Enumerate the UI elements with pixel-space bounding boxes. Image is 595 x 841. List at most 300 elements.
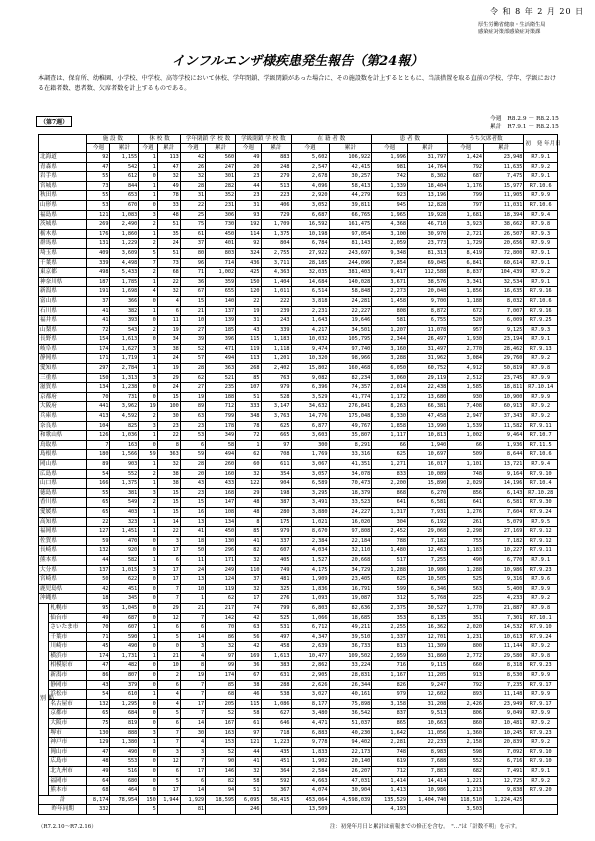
- region-name: 神奈川県: [39, 277, 87, 287]
- table-row: [39, 344, 558, 354]
- value-cell: 981: [372, 162, 408, 172]
- value-cell: 49: [87, 767, 110, 777]
- value-cell: 7,255: [407, 555, 447, 565]
- footer-note: 注：初発年月日と累計は前報までの修正を含む。 "…"は「計数不明」を示す。: [330, 824, 521, 830]
- value-cell: 1,719: [110, 354, 139, 364]
- value-cell: 3,480: [291, 709, 329, 719]
- value-cell: 1,930: [448, 335, 484, 345]
- value-cell: 51: [236, 392, 261, 402]
- value-cell: 2,784: [110, 364, 139, 374]
- value-cell: 22,233: [407, 738, 447, 748]
- value-cell: 24: [180, 565, 205, 575]
- value-cell: 364: [261, 767, 291, 777]
- value-cell: 12,828: [407, 200, 447, 210]
- value-cell: 552: [448, 757, 484, 767]
- value-cell: 280: [261, 507, 291, 517]
- value-cell: 7,688: [407, 757, 447, 767]
- value-cell: 1: [139, 507, 157, 517]
- value-cell: 28: [180, 181, 205, 191]
- table-row: [39, 392, 558, 402]
- value-cell: 4,912: [448, 364, 484, 374]
- value-cell: 51: [236, 786, 261, 796]
- value-cell: 3: [139, 373, 157, 383]
- value-cell: 110: [236, 565, 261, 575]
- value-cell: 1,627: [110, 344, 139, 354]
- value-cell: 7,475: [484, 172, 524, 182]
- value-cell: 379: [110, 680, 139, 690]
- table-row: [39, 335, 558, 345]
- value-cell: 10,481: [484, 719, 524, 729]
- region-name: 秋田県: [39, 191, 87, 201]
- value-cell: 353: [372, 613, 408, 623]
- value-cell: 2,426: [448, 699, 484, 709]
- value-cell: 5,768: [407, 594, 447, 604]
- value-cell: 748: [448, 469, 484, 479]
- value-cell: 12,463: [407, 546, 447, 556]
- value-cell: 312: [372, 594, 408, 604]
- value-cell: 324: [236, 248, 261, 258]
- value-cell: 1,117: [372, 431, 408, 441]
- value-cell: 28,462: [484, 344, 524, 354]
- value-cell: 7,491: [484, 767, 524, 777]
- value-cell: 351: [448, 613, 484, 623]
- value-cell: 1,375: [110, 479, 139, 489]
- city-name: 大阪市: [49, 719, 87, 729]
- value-cell: 8,135: [407, 613, 447, 623]
- period-this-week: 今週 R8.2.9 － R8.2.15: [490, 116, 559, 122]
- value-cell: 18,595: [206, 795, 236, 805]
- value-cell: 108: [206, 507, 236, 517]
- value-cell: 332: [87, 805, 110, 815]
- value-cell: 4: [157, 296, 180, 306]
- value-cell: 82,234: [329, 373, 372, 383]
- value-cell: 32,035: [291, 268, 329, 278]
- region-name: 千葉県: [39, 258, 87, 268]
- value-cell: 804: [261, 239, 291, 249]
- value-cell: 60,752: [407, 364, 447, 374]
- table-row: [39, 632, 558, 642]
- value-cell: 18,685: [329, 613, 372, 623]
- region-name: 宮城県: [39, 181, 87, 191]
- value-cell: 687: [110, 613, 139, 623]
- value-cell: 41: [236, 536, 261, 546]
- value-cell: 8,837: [448, 268, 484, 278]
- value-cell: 50,819: [484, 364, 524, 374]
- value-cell: 4,368: [372, 220, 408, 230]
- header-facilities: 施 設 数: [87, 135, 139, 144]
- value-cell: 11,056: [407, 728, 447, 738]
- value-cell: 44: [87, 555, 110, 565]
- value-cell: 9,700: [407, 296, 447, 306]
- value-cell: 247: [206, 162, 236, 172]
- value-cell: 0: [139, 536, 157, 546]
- value-cell: 7: [180, 690, 205, 700]
- value-cell: 543: [110, 325, 139, 335]
- first-date-cell: R7.9.9: [524, 709, 558, 719]
- value-cell: 160: [206, 469, 236, 479]
- value-cell: 21,887: [484, 603, 524, 613]
- value-cell: 6,095: [236, 795, 261, 805]
- table-row: [39, 786, 558, 796]
- value-cell: 2: [139, 469, 157, 479]
- city-name: 神戸市: [49, 738, 87, 748]
- value-cell: 231: [206, 200, 236, 210]
- value-cell: 8,530: [484, 671, 524, 681]
- value-cell: 382: [110, 306, 139, 316]
- first-date-cell: R7.9.2: [524, 776, 558, 786]
- first-date-cell: R7.10.4: [524, 479, 558, 489]
- value-cell: 20: [180, 469, 205, 479]
- first-date-cell: R7.10.1: [524, 613, 558, 623]
- value-cell: 73: [157, 258, 180, 268]
- value-cell: 8,174: [87, 795, 110, 805]
- value-cell: 39: [180, 335, 205, 345]
- value-cell: 4,663: [291, 776, 329, 786]
- value-cell: 14,776: [291, 412, 329, 422]
- header-this-week: 今週: [87, 144, 110, 153]
- value-cell: 11: [180, 555, 205, 565]
- value-cell: 1,856: [448, 287, 484, 297]
- city-name: 京都市: [49, 709, 87, 719]
- value-cell: 813: [372, 642, 408, 652]
- value-cell: 15,890: [407, 479, 447, 489]
- value-cell: 49,211: [329, 623, 372, 633]
- value-cell: 63: [236, 623, 261, 633]
- table-row: [39, 277, 558, 287]
- value-cell: 712: [206, 402, 236, 412]
- value-cell: 22: [87, 517, 110, 527]
- value-cell: 687: [448, 172, 484, 182]
- value-cell: 393: [110, 316, 139, 326]
- value-cell: 26,207: [329, 767, 372, 777]
- table-row: [39, 421, 558, 431]
- value-cell: 490: [110, 747, 139, 757]
- value-cell: 93: [236, 210, 261, 220]
- value-cell: 49: [157, 181, 180, 191]
- city-name: 浜松市: [49, 690, 87, 700]
- value-cell: 130: [87, 728, 110, 738]
- value-cell: 1,404,740: [407, 795, 447, 805]
- value-cell: 99: [206, 661, 236, 671]
- value-cell: 28,185: [291, 258, 329, 268]
- first-date-cell: R7.10.7: [524, 431, 558, 441]
- region-name: 愛媛県: [39, 507, 87, 517]
- table-row: [39, 747, 558, 757]
- value-cell: 176: [87, 229, 110, 239]
- value-cell: 22,173: [329, 747, 372, 757]
- value-cell: 6,514: [291, 287, 329, 297]
- value-cell: 38,662: [484, 220, 524, 230]
- value-cell: 49: [236, 153, 261, 163]
- value-cell: 3: [139, 728, 157, 738]
- value-cell: 19,087: [329, 594, 372, 604]
- value-cell: [524, 795, 558, 805]
- value-cell: 19: [180, 671, 205, 681]
- value-cell: 1: [139, 277, 157, 287]
- value-cell: 1,313: [110, 373, 139, 383]
- value-cell: 14,532: [484, 623, 524, 633]
- value-cell: 42,415: [329, 162, 372, 172]
- value-cell: 225: [448, 594, 484, 604]
- value-cell: 10,986: [484, 565, 524, 575]
- value-cell: 68: [157, 268, 180, 278]
- value-cell: 65: [87, 709, 110, 719]
- region-name: 徳島県: [39, 488, 87, 498]
- value-cell: 282: [206, 181, 236, 191]
- table-row: [39, 296, 558, 306]
- value-cell: 25: [180, 210, 205, 220]
- value-cell: 6,712: [291, 623, 329, 633]
- value-cell: 913: [448, 671, 484, 681]
- value-cell: 7,604: [484, 507, 524, 517]
- first-date-cell: R7.9.16: [524, 287, 558, 297]
- value-cell: 590: [110, 632, 139, 642]
- first-date-cell: R7.9.1: [524, 555, 558, 565]
- first-date-cell: R7.9.2: [524, 594, 558, 604]
- header-absent: うち欠席者数: [448, 135, 524, 144]
- value-cell: 742: [372, 172, 408, 182]
- value-cell: 3: [139, 488, 157, 498]
- value-cell: 563: [448, 584, 484, 594]
- value-cell: 3,529: [291, 392, 329, 402]
- value-cell: 20,839: [484, 738, 524, 748]
- value-cell: 655: [206, 287, 236, 297]
- value-cell: 8,263: [372, 402, 408, 412]
- value-cell: 53: [87, 200, 110, 210]
- value-cell: 31,797: [407, 153, 447, 163]
- value-cell: 121: [87, 210, 110, 220]
- value-cell: 16,635: [484, 287, 524, 297]
- value-cell: 8: [236, 517, 261, 527]
- value-cell: 4: [157, 699, 180, 709]
- value-cell: 44: [236, 181, 261, 191]
- value-cell: 441: [87, 402, 110, 412]
- value-cell: 163: [110, 440, 139, 450]
- value-cell: 9,838: [484, 786, 524, 796]
- value-cell: 19: [157, 364, 180, 374]
- value-cell: 494: [206, 354, 236, 364]
- table-row: [39, 364, 558, 374]
- value-cell: 8,670: [291, 527, 329, 537]
- value-cell: 10,613: [484, 632, 524, 642]
- value-cell: 7,182: [484, 536, 524, 546]
- first-date-cell: R7.9.3: [524, 325, 558, 335]
- value-cell: 1: [139, 632, 157, 642]
- value-cell: 20,656: [484, 239, 524, 249]
- value-cell: 4: [180, 651, 205, 661]
- value-cell: 5: [157, 632, 180, 642]
- value-cell: 1,539: [448, 421, 484, 431]
- week-label: （第7週）: [36, 116, 72, 127]
- first-date-cell: R7.9.12: [524, 536, 558, 546]
- region-name: 福島県: [39, 210, 87, 220]
- value-cell: 6: [180, 623, 205, 633]
- value-cell: 1,860: [110, 229, 139, 239]
- value-cell: 808: [372, 306, 408, 316]
- value-cell: 856: [448, 488, 484, 498]
- table-row: [39, 460, 558, 470]
- value-cell: 126: [87, 431, 110, 441]
- first-date-cell: R7.9.10: [524, 747, 558, 757]
- value-cell: 115: [236, 335, 261, 345]
- value-cell: 2,200: [372, 479, 408, 489]
- report-date: 令 和 8 年 2 月 20 日: [490, 7, 585, 16]
- value-cell: 37: [180, 239, 205, 249]
- table-row: [39, 479, 558, 489]
- value-cell: 97: [261, 440, 291, 450]
- table-row: [39, 603, 558, 613]
- value-cell: 65: [87, 498, 110, 508]
- value-cell: 58,413: [329, 181, 372, 191]
- value-cell: 22: [180, 200, 205, 210]
- first-date-cell: R7.9.1: [524, 153, 558, 163]
- value-cell: 127: [87, 527, 110, 537]
- value-cell: 405: [261, 555, 291, 565]
- value-cell: 119: [206, 584, 236, 594]
- value-cell: 4,217: [291, 325, 329, 335]
- value-cell: 33,523: [329, 498, 372, 508]
- table-row: [39, 565, 558, 575]
- value-cell: 930: [448, 392, 484, 402]
- region-name: 沖縄県: [39, 594, 87, 604]
- value-cell: 665: [261, 431, 291, 441]
- value-cell: 19: [139, 402, 157, 412]
- value-cell: 592: [261, 776, 291, 786]
- value-cell: 105,795: [329, 335, 372, 345]
- value-cell: 10,089: [407, 469, 447, 479]
- value-cell: 2,281: [372, 738, 408, 748]
- value-cell: 2,584: [291, 767, 329, 777]
- region-name: 鳥取県: [39, 440, 87, 450]
- value-cell: 435: [261, 747, 291, 757]
- value-cell: 71: [87, 632, 110, 642]
- header-this-week: 今週: [291, 144, 329, 153]
- value-cell: 72: [87, 325, 110, 335]
- value-cell: 174: [87, 344, 110, 354]
- value-cell: 672: [448, 306, 484, 316]
- table-row: [39, 680, 558, 690]
- value-cell: 6: [180, 776, 205, 786]
- first-date-cell: R7.9.20: [524, 786, 558, 796]
- value-cell: 95: [87, 603, 110, 613]
- first-date-cell: R7.9.9: [524, 690, 558, 700]
- value-cell: 1,339: [372, 181, 408, 191]
- value-cell: 96: [180, 258, 205, 268]
- value-cell: 920: [110, 546, 139, 556]
- value-cell: 684: [110, 709, 139, 719]
- value-cell: 296: [206, 546, 236, 556]
- value-cell: 1,681: [448, 210, 484, 220]
- value-cell: 34: [157, 335, 180, 345]
- value-cell: 12,701: [407, 632, 447, 642]
- value-cell: 450: [206, 527, 236, 537]
- value-cell: 168: [206, 488, 236, 498]
- value-cell: 1,045: [110, 603, 139, 613]
- value-cell: 3: [157, 536, 180, 546]
- value-cell: 337: [261, 536, 291, 546]
- value-cell: 807: [110, 671, 139, 681]
- value-cell: 3,609: [110, 248, 139, 258]
- value-cell: 198: [261, 488, 291, 498]
- value-cell: 223: [261, 191, 291, 201]
- value-cell: 860: [448, 719, 484, 729]
- value-cell: 188: [206, 392, 236, 402]
- city-name: 横浜市: [49, 651, 87, 661]
- first-date-cell: R7.9.8: [524, 603, 558, 613]
- header-row: [39, 135, 558, 144]
- value-cell: 58: [236, 776, 261, 786]
- value-cell: 0: [139, 575, 157, 585]
- value-cell: 323: [110, 517, 139, 527]
- value-cell: 4,074: [291, 786, 329, 796]
- value-cell: 387: [261, 498, 291, 508]
- value-cell: 792: [448, 680, 484, 690]
- value-cell: 1,183: [261, 335, 291, 345]
- value-cell: 0: [139, 671, 157, 681]
- table-row: [39, 738, 558, 748]
- value-cell: 0: [139, 296, 157, 306]
- value-cell: 345: [110, 594, 139, 604]
- value-cell: 7,007: [484, 306, 524, 316]
- table-row: [39, 767, 558, 777]
- value-cell: 24: [157, 354, 180, 364]
- value-cell: 38: [157, 344, 180, 354]
- value-cell: 1,011: [261, 287, 291, 297]
- value-cell: 243,697: [329, 248, 372, 258]
- value-cell: 48: [87, 757, 110, 767]
- value-cell: 625: [372, 575, 408, 585]
- value-cell: 24,281: [329, 296, 372, 306]
- value-cell: 755: [448, 536, 484, 546]
- value-cell: 243: [261, 316, 291, 326]
- value-cell: 82,636: [329, 603, 372, 613]
- value-cell: 0: [139, 786, 157, 796]
- value-cell: 30,970: [407, 229, 447, 239]
- value-cell: 15,977: [484, 181, 524, 191]
- first-date-cell: R7.9.11: [524, 546, 558, 556]
- table-row: [39, 690, 558, 700]
- value-cell: 800: [448, 642, 484, 652]
- value-cell: 0: [139, 594, 157, 604]
- value-cell: 4,175: [291, 565, 329, 575]
- value-cell: 2,770: [448, 344, 484, 354]
- value-cell: 806: [448, 709, 484, 719]
- value-cell: 2: [139, 412, 157, 422]
- value-cell: 58,848: [329, 287, 372, 297]
- value-cell: 34,501: [329, 325, 372, 335]
- value-cell: 7: [157, 584, 180, 594]
- value-cell: 18: [180, 536, 205, 546]
- first-date-cell: R7.9.2: [524, 354, 558, 364]
- value-cell: 6: [157, 719, 180, 729]
- value-cell: 23: [180, 488, 205, 498]
- value-cell: 716: [372, 661, 408, 671]
- value-cell: 14: [180, 786, 205, 796]
- city-name: 相模原市: [49, 661, 87, 671]
- value-cell: 24,227: [329, 507, 372, 517]
- value-cell: 1: [139, 181, 157, 191]
- value-cell: 23,948: [484, 153, 524, 163]
- value-cell: 109,502: [329, 651, 372, 661]
- value-cell: 166: [87, 479, 110, 489]
- value-cell: 29: [157, 373, 180, 383]
- value-cell: 18,811: [484, 383, 524, 393]
- value-cell: 6,346: [407, 584, 447, 594]
- value-cell: 18,404: [407, 181, 447, 191]
- value-cell: 2,344: [372, 335, 408, 345]
- value-cell: 8,302: [407, 172, 447, 182]
- value-cell: 619: [372, 757, 408, 767]
